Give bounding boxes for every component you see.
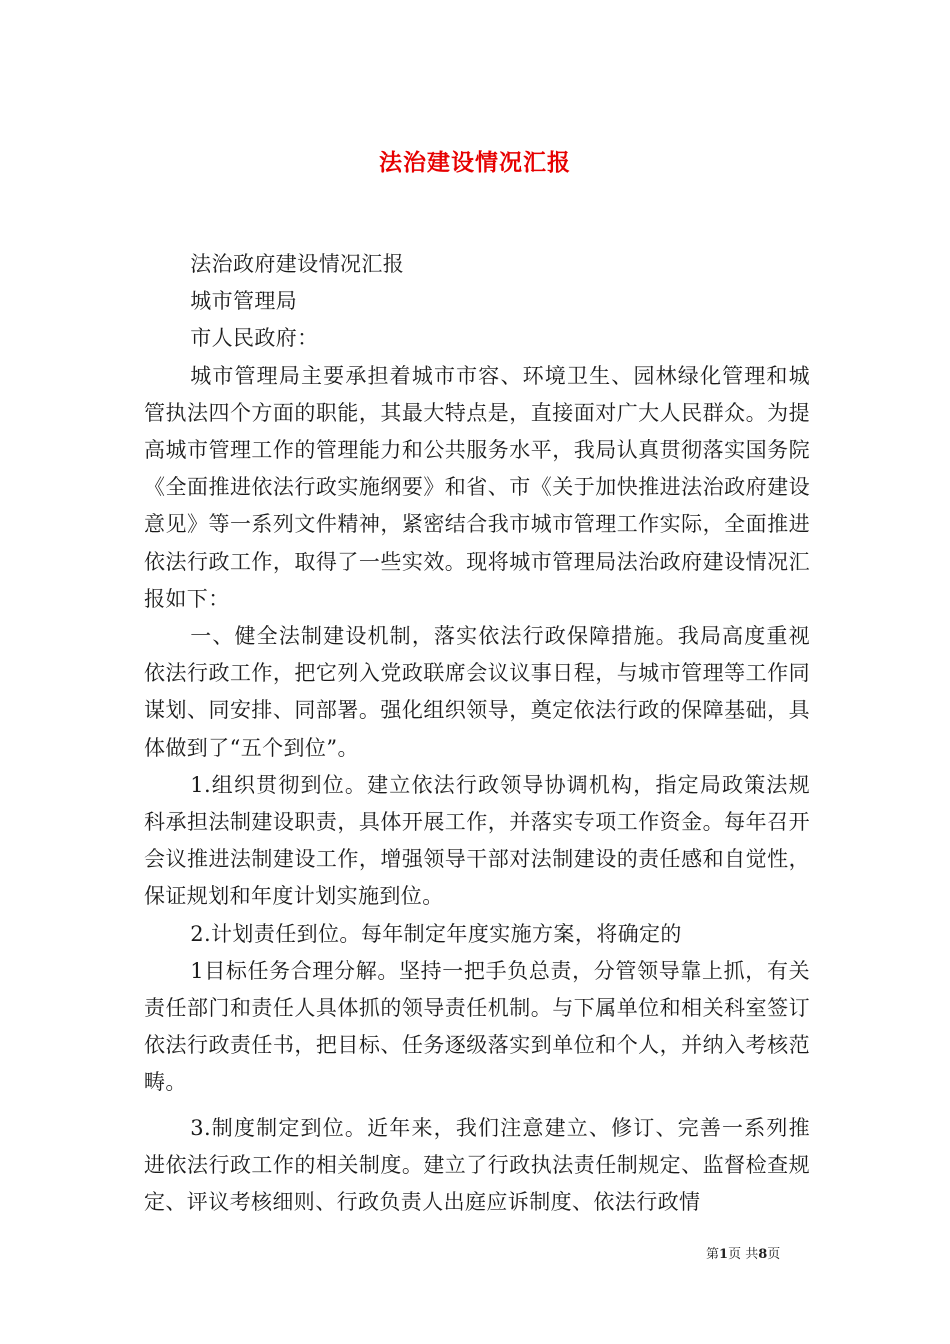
heading-subtitle: 法治政府建设情况汇报	[190, 252, 405, 276]
footer-total-pages: 8	[758, 1247, 768, 1262]
item-two-paragraph: 2.计划责任到位。每年制定年度实施方案，将确定的	[190, 921, 682, 946]
item-two-continued-paragraph: 1目标任务合理分解。坚持一把手负总责，分管领导靠上抓，有关责任部门和责任人具体抓的领导责任机制。与下属单位和相关科室签订依法行政责任书，把目标、任务逐级落实到单位和个人，并纳入考核范畴。	[144, 958, 810, 1095]
footer-suffix: 页	[767, 1247, 781, 1262]
footer-middle: 页 共	[728, 1247, 759, 1262]
page-footer	[706, 1246, 780, 1264]
item-one-paragraph: 1.组织贯彻到位。建立依法行政领导协调机构，指定局政策法规科承担法制建设职责，具体开展工作，并落实专项工作资金。每年召开会议推进法制建设工作，增强领导干部对法制建设的责任感和自觉性，保证规划和年度计划实施到位。	[144, 772, 810, 909]
document-title: 法治建设情况汇报	[379, 149, 571, 177]
item-three-paragraph: 3.制度制定到位。近年来，我们注意建立、修订、完善一系列推进依法行政工作的相关制度。建立了行政执法责任制规定、监督检查规定、评议考核细则、行政负责人出庭应诉制度、依法行政情	[144, 1115, 810, 1215]
addressee: 市人民政府：	[190, 326, 319, 351]
footer-page-number: 1	[719, 1247, 729, 1262]
footer-prefix: 第	[706, 1247, 720, 1262]
document-body	[144, 246, 810, 1221]
intro-paragraph: 城市管理局主要承担着城市市容、环境卫生、园林绿化管理和城管执法四个方面的职能，其最大特点是，直接面对广大人民群众。为提高城市管理工作的管理能力和公共服务水平，我局认真贯彻落实国务院《全面推进依法行政实施纲要》和省、市《关于加快推进法治政府建设意见》等一系列文件精神，紧密结合我市城市管理工作实际，全面推进依法行政工作，取得了一些实效。现将城市管理局法治政府建设情况汇报如下：	[144, 363, 810, 611]
author-department: 城市管理局	[190, 289, 298, 314]
section-one-paragraph: 一、健全法制建设机制，落实依法行政保障措施。我局高度重视依法行政工作，把它列入党政联席会议议事日程，与城市管理等工作同谋划、同安排、同部署。强化组织领导，奠定依法行政的保障基础，具体做到了“五个到位”。	[144, 624, 810, 760]
